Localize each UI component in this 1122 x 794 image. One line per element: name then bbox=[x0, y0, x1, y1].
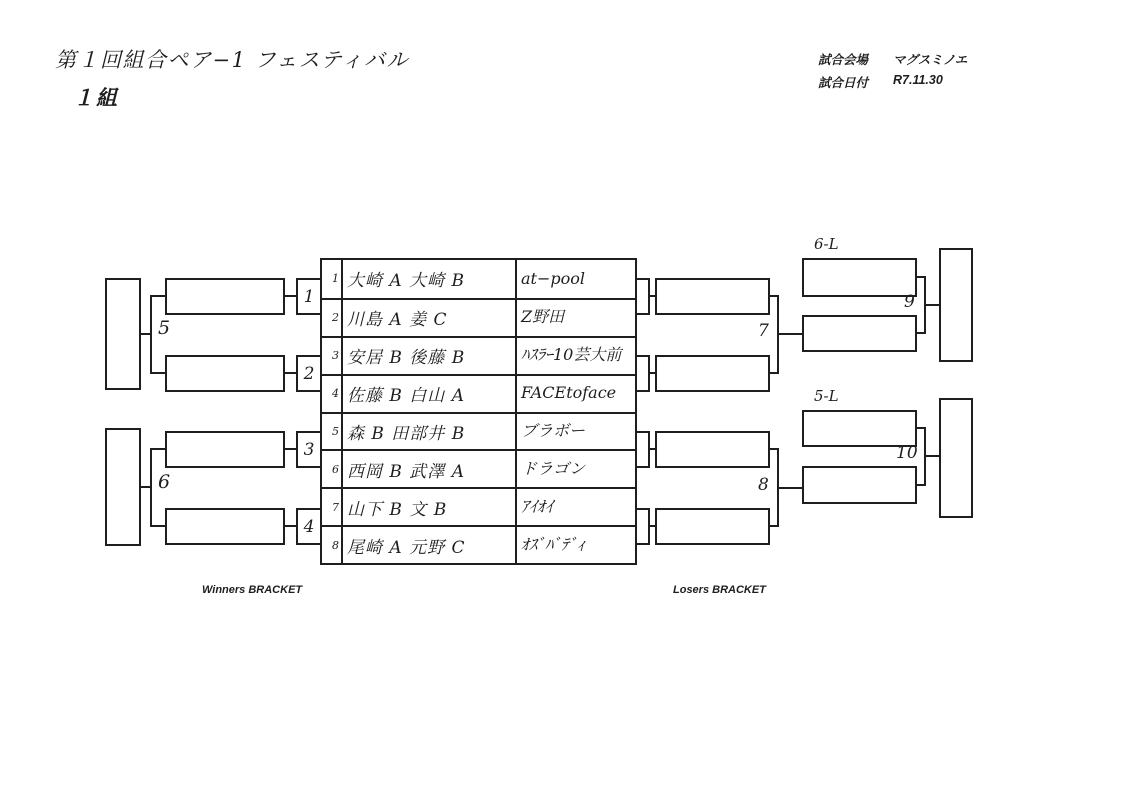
connector-line bbox=[150, 448, 152, 527]
date-value: R7.11.30 bbox=[893, 73, 943, 87]
losers-match-8-number: 8 bbox=[758, 475, 769, 495]
losers-round1-slot-4 bbox=[655, 508, 770, 545]
losers-drop-5L-label: 5-L bbox=[814, 387, 839, 405]
winners-match-1-box: 1 bbox=[296, 278, 322, 315]
entry-no: 8 bbox=[322, 525, 341, 563]
entry-players: 大崎 A 大崎 B bbox=[341, 260, 515, 298]
losers-final-top-slot bbox=[939, 248, 973, 362]
entry-players: 山下 B 文 B bbox=[341, 487, 515, 525]
entry-players: 川島 A 姜 C bbox=[341, 298, 515, 336]
losers-round1-slot-3 bbox=[655, 431, 770, 468]
losers-drop-box-3 bbox=[635, 431, 650, 468]
losers-match-7-number: 7 bbox=[758, 321, 769, 341]
winners-semifinal-top-number: 5 bbox=[158, 317, 171, 339]
entry-no: 7 bbox=[322, 487, 341, 525]
entry-table bbox=[320, 258, 637, 565]
entry-team: FACEtoface bbox=[515, 374, 635, 412]
losers-round1-slot-1 bbox=[655, 278, 770, 315]
entry-no: 2 bbox=[322, 298, 341, 336]
connector-line bbox=[777, 487, 802, 489]
winners-round1-slot-2 bbox=[165, 355, 285, 392]
losers-drop-6L-label: 6-L bbox=[814, 235, 839, 253]
page-title: 第１回組合ペア−1 フェスティバル bbox=[55, 48, 409, 72]
winners-bracket-caption: Winners BRACKET bbox=[202, 584, 303, 596]
losers-drop-box-2 bbox=[635, 355, 650, 392]
winners-round1-slot-4 bbox=[165, 508, 285, 545]
entry-team: at−pool bbox=[515, 260, 635, 298]
connector-line bbox=[150, 295, 165, 297]
entry-no: 1 bbox=[332, 272, 339, 286]
losers-round2-slot-w7 bbox=[802, 315, 917, 352]
entry-no: 6 bbox=[322, 449, 341, 487]
connector-line bbox=[924, 455, 939, 457]
entry-team: ブラボー bbox=[515, 412, 635, 450]
entry-no: 5 bbox=[322, 412, 341, 450]
entry-players: 佐藤 B 白山 A bbox=[341, 374, 515, 412]
winners-match-2-box: 2 bbox=[296, 355, 322, 392]
entry-no: 3 bbox=[322, 336, 341, 374]
losers-round2-slot-5L bbox=[802, 410, 917, 447]
connector-line bbox=[141, 486, 150, 488]
connector-line bbox=[150, 448, 165, 450]
winners-match-4-box: 4 bbox=[296, 508, 322, 545]
connector-line bbox=[924, 304, 939, 306]
venue-label: 試合会場 bbox=[818, 53, 869, 67]
losers-round2-slot-w8 bbox=[802, 466, 917, 504]
losers-final-bottom-slot bbox=[939, 398, 973, 518]
losers-match-9-number: 9 bbox=[904, 292, 915, 312]
winners-semifinal-top-slot bbox=[105, 278, 141, 390]
entry-players: 尾崎 A 元野 C bbox=[341, 525, 515, 563]
entry-no: 4 bbox=[322, 374, 341, 412]
entry-team: ｱｲｵｲ bbox=[515, 487, 635, 525]
connector-line bbox=[285, 295, 296, 297]
connector-line bbox=[285, 448, 296, 450]
entry-team: ﾊｽﾗｰ10芸大前 bbox=[515, 336, 635, 374]
winners-semifinal-bottom-slot bbox=[105, 428, 141, 546]
entry-team: Z野田 bbox=[515, 298, 635, 336]
entry-team: ドラゴン bbox=[515, 449, 635, 487]
connector-line bbox=[777, 333, 802, 335]
winners-match-3-box: 3 bbox=[296, 431, 322, 468]
losers-drop-box-1 bbox=[635, 278, 650, 315]
connector-line bbox=[150, 295, 152, 374]
connector-line bbox=[150, 525, 165, 527]
losers-round1-slot-2 bbox=[655, 355, 770, 392]
venue-value: マグスミノエ bbox=[893, 53, 968, 67]
winners-semifinal-bottom-number: 6 bbox=[158, 471, 171, 493]
winners-round1-slot-1 bbox=[165, 278, 285, 315]
losers-round2-slot-6L bbox=[802, 258, 917, 297]
entry-players: 西岡 B 武澤 A bbox=[341, 449, 515, 487]
connector-line bbox=[285, 525, 296, 527]
group-heading: １組 bbox=[73, 85, 119, 110]
connector-line bbox=[141, 333, 150, 335]
winners-round1-slot-3 bbox=[165, 431, 285, 468]
losers-match-10-number: 10 bbox=[896, 443, 918, 463]
connector-line bbox=[285, 372, 296, 374]
connector-line bbox=[150, 372, 165, 374]
entry-team: ｵｽﾞﾊﾞﾃﾞｨ bbox=[515, 525, 635, 563]
entry-players: 安居 B 後藤 B bbox=[341, 336, 515, 374]
entry-players: 森 B 田部井 B bbox=[341, 412, 515, 450]
losers-bracket-caption: Losers BRACKET bbox=[673, 584, 766, 596]
date-label: 試合日付 bbox=[818, 76, 869, 90]
losers-drop-box-4 bbox=[635, 508, 650, 545]
